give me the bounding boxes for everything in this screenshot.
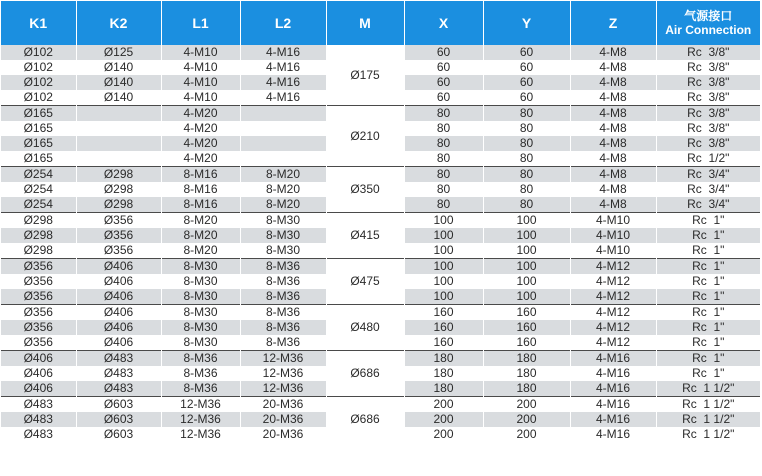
- cell-l1: 8-M16: [161, 167, 240, 183]
- cell-air: Rc 3/4": [687, 182, 730, 196]
- cell-k1: Ø165: [1, 106, 76, 122]
- table-row: [1, 45, 760, 60]
- cell-y: 100: [483, 213, 570, 229]
- cell-l1: 12-M36: [161, 412, 240, 427]
- cell-x: 160: [404, 305, 483, 321]
- table-row: [1, 259, 760, 275]
- cell-z: 4-M8: [570, 151, 656, 167]
- cell-air: Rc 3/8": [656, 136, 760, 151]
- col-header-m: M: [326, 1, 404, 45]
- cell-k1: Ø298: [1, 228, 76, 243]
- cell-l1: 4-M20: [161, 121, 240, 136]
- cell-l2: 4-M16: [240, 75, 326, 90]
- cell-z: 4-M12: [570, 289, 656, 305]
- cell-x: 100: [404, 274, 483, 289]
- cell-air: Rc 3/8": [687, 121, 730, 135]
- cell-z: 4-M16: [570, 412, 656, 427]
- cell-x: 100: [404, 213, 483, 229]
- cell-k1: Ø102: [1, 45, 76, 60]
- cell-k2: Ø483: [76, 351, 161, 367]
- cell-k2: Ø406: [76, 320, 161, 335]
- air-connection-label-en: Air Connection: [665, 23, 752, 37]
- cell-y: 80: [483, 182, 570, 197]
- cell-l1: 8-M30: [161, 274, 240, 289]
- cell-l2: [240, 106, 326, 122]
- cell-y: 60: [483, 90, 570, 106]
- cell-x: 180: [404, 381, 483, 397]
- cell-k1: Ø254: [1, 197, 76, 213]
- cell-y: 80: [483, 151, 570, 167]
- cell-x: 80: [404, 151, 483, 167]
- col-header-z: Z: [570, 1, 656, 45]
- cell-y: 200: [483, 412, 570, 427]
- cell-z: 4-M16: [570, 366, 656, 381]
- cell-l1: 4-M10: [161, 45, 240, 60]
- cell-x: 100: [404, 243, 483, 259]
- cell-y: 180: [483, 366, 570, 381]
- cell-l1: 8-M20: [161, 228, 240, 243]
- air-connection-label-cn: 气源接口: [684, 9, 733, 23]
- col-header-air-connection: [656, 1, 760, 45]
- cell-k2: Ø406: [76, 335, 161, 351]
- cell-y: 100: [483, 274, 570, 289]
- cell-x: 80: [404, 197, 483, 213]
- cell-y: 180: [483, 381, 570, 397]
- cell-air: Rc 1": [692, 243, 725, 257]
- cell-l2: 20-M36: [240, 397, 326, 413]
- cell-z: 4-M12: [570, 305, 656, 321]
- cell-l2: 4-M16: [240, 45, 326, 60]
- cell-l1: 8-M20: [161, 213, 240, 229]
- cell-l2: 20-M36: [240, 427, 326, 442]
- cell-l1: 8-M36: [161, 351, 240, 367]
- cell-k1: Ø356: [1, 305, 76, 321]
- cell-z: 4-M12: [570, 274, 656, 289]
- cell-k2: Ø603: [76, 412, 161, 427]
- cell-k2: Ø406: [76, 305, 161, 321]
- cell-air: Rc 1 1/2": [682, 427, 735, 441]
- cell-l1: 8-M30: [161, 305, 240, 321]
- cell-l1: 8-M30: [161, 289, 240, 305]
- cell-k1: Ø254: [1, 182, 76, 197]
- cell-l1: 4-M20: [161, 136, 240, 151]
- cell-y: 80: [483, 106, 570, 122]
- cell-k2: Ø140: [76, 60, 161, 75]
- cell-z: 4-M8: [570, 197, 656, 213]
- cell-air: Rc 1": [692, 366, 725, 380]
- col-header-l2: L2: [240, 1, 326, 45]
- cell-k1: Ø406: [1, 366, 76, 381]
- cell-l1: 4-M20: [161, 151, 240, 167]
- cell-l1: 4-M10: [161, 60, 240, 75]
- col-header-k1: K1: [1, 1, 76, 45]
- cell-y: 80: [483, 167, 570, 183]
- cell-k1: Ø356: [1, 274, 76, 289]
- cell-y: 160: [483, 305, 570, 321]
- cell-l2: 8-M20: [240, 167, 326, 183]
- cell-k1: Ø356: [1, 320, 76, 335]
- cell-l1: 8-M20: [161, 243, 240, 259]
- cell-y: 60: [483, 75, 570, 90]
- cell-x: 180: [404, 351, 483, 367]
- cell-l1: 8-M30: [161, 259, 240, 275]
- cell-air: Rc 3/8": [656, 45, 760, 60]
- cell-k2: Ø298: [76, 197, 161, 213]
- cell-y: 200: [483, 427, 570, 442]
- cell-air: Rc 1": [656, 228, 760, 243]
- cell-z: 4-M8: [570, 75, 656, 90]
- cell-l1: 8-M36: [161, 381, 240, 397]
- cell-l2: 4-M16: [240, 60, 326, 75]
- cell-x: 60: [404, 90, 483, 106]
- cell-air: Rc 3/4": [656, 197, 760, 213]
- header-row: [1, 1, 760, 45]
- table-row: [1, 106, 760, 122]
- cell-x: 80: [404, 121, 483, 136]
- cell-x: 80: [404, 136, 483, 151]
- cell-z: 4-M16: [570, 351, 656, 367]
- cell-air: Rc 1": [656, 320, 760, 335]
- cell-z: 4-M12: [570, 335, 656, 351]
- cell-z: 4-M16: [570, 427, 656, 442]
- spec-table: [1, 1, 760, 442]
- cell-k2: Ø140: [76, 90, 161, 106]
- cell-air: Rc 1/2": [687, 151, 730, 165]
- cell-y: 80: [483, 136, 570, 151]
- cell-z: 4-M10: [570, 228, 656, 243]
- cell-l1: 12-M36: [161, 427, 240, 442]
- cell-air: Rc 1": [692, 274, 725, 288]
- table-body: [1, 45, 760, 442]
- cell-z: 4-M8: [570, 121, 656, 136]
- cell-k2: Ø140: [76, 75, 161, 90]
- table-row: [1, 167, 760, 183]
- cell-z: 4-M10: [570, 243, 656, 259]
- cell-l2: 8-M36: [240, 335, 326, 351]
- cell-k1: Ø165: [1, 136, 76, 151]
- cell-z: 4-M8: [570, 106, 656, 122]
- cell-k2: [76, 151, 161, 167]
- cell-m: Ø415: [326, 213, 404, 259]
- cell-x: 80: [404, 182, 483, 197]
- cell-air: Rc 1": [692, 335, 725, 349]
- cell-k2: Ø125: [76, 45, 161, 60]
- cell-air: Rc 3/4": [656, 167, 760, 183]
- cell-k1: Ø406: [1, 351, 76, 367]
- cell-z: 4-M8: [570, 167, 656, 183]
- cell-k1: Ø102: [1, 60, 76, 75]
- cell-k2: Ø356: [76, 243, 161, 259]
- cell-l1: 4-M10: [161, 90, 240, 106]
- cell-x: 100: [404, 228, 483, 243]
- cell-air: Rc 3/8": [687, 60, 730, 74]
- cell-l2: 8-M36: [240, 259, 326, 275]
- cell-m: Ø475: [326, 259, 404, 305]
- cell-z: 4-M8: [570, 90, 656, 106]
- cell-l1: 8-M36: [161, 366, 240, 381]
- cell-k1: Ø356: [1, 289, 76, 305]
- cell-l2: 8-M36: [240, 289, 326, 305]
- cell-x: 200: [404, 412, 483, 427]
- cell-x: 180: [404, 366, 483, 381]
- cell-l1: 12-M36: [161, 397, 240, 413]
- cell-air: Rc 1": [656, 259, 760, 275]
- cell-l1: 4-M10: [161, 75, 240, 90]
- cell-z: 4-M8: [570, 182, 656, 197]
- cell-k2: Ø406: [76, 259, 161, 275]
- cell-x: 100: [404, 259, 483, 275]
- cell-air: Rc 1": [656, 213, 760, 229]
- cell-z: 4-M8: [570, 136, 656, 151]
- cell-l2: [240, 136, 326, 151]
- cell-k1: Ø483: [1, 427, 76, 442]
- cell-y: 200: [483, 397, 570, 413]
- cell-air: Rc 1 1/2": [656, 381, 760, 397]
- cell-k1: Ø298: [1, 213, 76, 229]
- spec-table-container: [1, 1, 760, 442]
- cell-x: 60: [404, 60, 483, 75]
- cell-z: 4-M12: [570, 259, 656, 275]
- col-header-x: X: [404, 1, 483, 45]
- cell-y: 180: [483, 351, 570, 367]
- col-header-k2: K2: [76, 1, 161, 45]
- cell-k2: Ø356: [76, 213, 161, 229]
- cell-l2: 8-M20: [240, 182, 326, 197]
- cell-y: 100: [483, 243, 570, 259]
- cell-x: 60: [404, 75, 483, 90]
- cell-k1: Ø102: [1, 75, 76, 90]
- cell-k2: [76, 136, 161, 151]
- cell-k2: [76, 106, 161, 122]
- cell-l2: 8-M36: [240, 320, 326, 335]
- cell-x: 160: [404, 335, 483, 351]
- cell-y: 80: [483, 121, 570, 136]
- cell-k2: Ø483: [76, 381, 161, 397]
- cell-air: Rc 3/8": [656, 106, 760, 122]
- cell-k2: Ø298: [76, 182, 161, 197]
- cell-m: Ø350: [326, 167, 404, 213]
- cell-z: 4-M8: [570, 45, 656, 60]
- cell-k1: Ø165: [1, 151, 76, 167]
- cell-k1: Ø165: [1, 121, 76, 136]
- cell-m: Ø686: [326, 397, 404, 443]
- cell-x: 60: [404, 45, 483, 60]
- cell-y: 160: [483, 320, 570, 335]
- cell-k2: Ø603: [76, 427, 161, 442]
- cell-x: 80: [404, 106, 483, 122]
- cell-y: 100: [483, 289, 570, 305]
- cell-l2: 12-M36: [240, 351, 326, 367]
- cell-l2: 20-M36: [240, 412, 326, 427]
- table-header: [1, 1, 760, 45]
- cell-l2: 8-M36: [240, 274, 326, 289]
- cell-l1: 4-M20: [161, 106, 240, 122]
- cell-k1: Ø356: [1, 259, 76, 275]
- cell-l2: 4-M16: [240, 90, 326, 106]
- table-row: [1, 213, 760, 229]
- cell-l1: 8-M16: [161, 197, 240, 213]
- cell-air: Rc 1 1/2": [656, 412, 760, 427]
- cell-air: Rc 1": [656, 351, 760, 367]
- cell-k1: Ø483: [1, 397, 76, 413]
- cell-z: 4-M10: [570, 213, 656, 229]
- cell-z: 4-M12: [570, 320, 656, 335]
- cell-x: 200: [404, 427, 483, 442]
- cell-k1: Ø406: [1, 381, 76, 397]
- table-row: [1, 397, 760, 413]
- cell-y: 160: [483, 335, 570, 351]
- cell-l2: 12-M36: [240, 366, 326, 381]
- cell-air: Rc 1": [656, 305, 760, 321]
- cell-k2: Ø406: [76, 274, 161, 289]
- cell-l2: 8-M30: [240, 228, 326, 243]
- cell-l1: 8-M30: [161, 335, 240, 351]
- cell-m: Ø210: [326, 106, 404, 167]
- cell-k2: Ø356: [76, 228, 161, 243]
- col-header-y: Y: [483, 1, 570, 45]
- cell-l2: [240, 151, 326, 167]
- cell-m: Ø175: [326, 45, 404, 106]
- cell-z: 4-M16: [570, 397, 656, 413]
- col-header-l1: L1: [161, 1, 240, 45]
- cell-x: 100: [404, 289, 483, 305]
- cell-k1: Ø356: [1, 335, 76, 351]
- cell-air: Rc 1": [656, 289, 760, 305]
- cell-l2: 12-M36: [240, 381, 326, 397]
- cell-l2: 8-M30: [240, 243, 326, 259]
- table-row: [1, 305, 760, 321]
- cell-l2: 8-M30: [240, 213, 326, 229]
- cell-k2: Ø298: [76, 167, 161, 183]
- table-row: [1, 351, 760, 367]
- cell-k1: Ø298: [1, 243, 76, 259]
- cell-k1: Ø102: [1, 90, 76, 106]
- cell-x: 200: [404, 397, 483, 413]
- cell-k2: Ø603: [76, 397, 161, 413]
- cell-y: 100: [483, 259, 570, 275]
- cell-l2: 8-M20: [240, 197, 326, 213]
- cell-m: Ø480: [326, 305, 404, 351]
- cell-y: 80: [483, 197, 570, 213]
- cell-x: 160: [404, 320, 483, 335]
- cell-k2: Ø483: [76, 366, 161, 381]
- cell-z: 4-M16: [570, 381, 656, 397]
- cell-y: 100: [483, 228, 570, 243]
- cell-y: 60: [483, 60, 570, 75]
- cell-l1: 8-M30: [161, 320, 240, 335]
- cell-l1: 8-M16: [161, 182, 240, 197]
- cell-air: Rc 3/8": [687, 90, 730, 104]
- cell-k2: Ø406: [76, 289, 161, 305]
- cell-y: 60: [483, 45, 570, 60]
- cell-air: Rc 3/8": [656, 75, 760, 90]
- cell-x: 80: [404, 167, 483, 183]
- cell-air: Rc 1 1/2": [656, 397, 760, 413]
- cell-k1: Ø254: [1, 167, 76, 183]
- cell-z: 4-M8: [570, 60, 656, 75]
- cell-m: Ø686: [326, 351, 404, 397]
- cell-l2: [240, 121, 326, 136]
- cell-l2: 8-M36: [240, 305, 326, 321]
- cell-k2: [76, 121, 161, 136]
- cell-k1: Ø483: [1, 412, 76, 427]
